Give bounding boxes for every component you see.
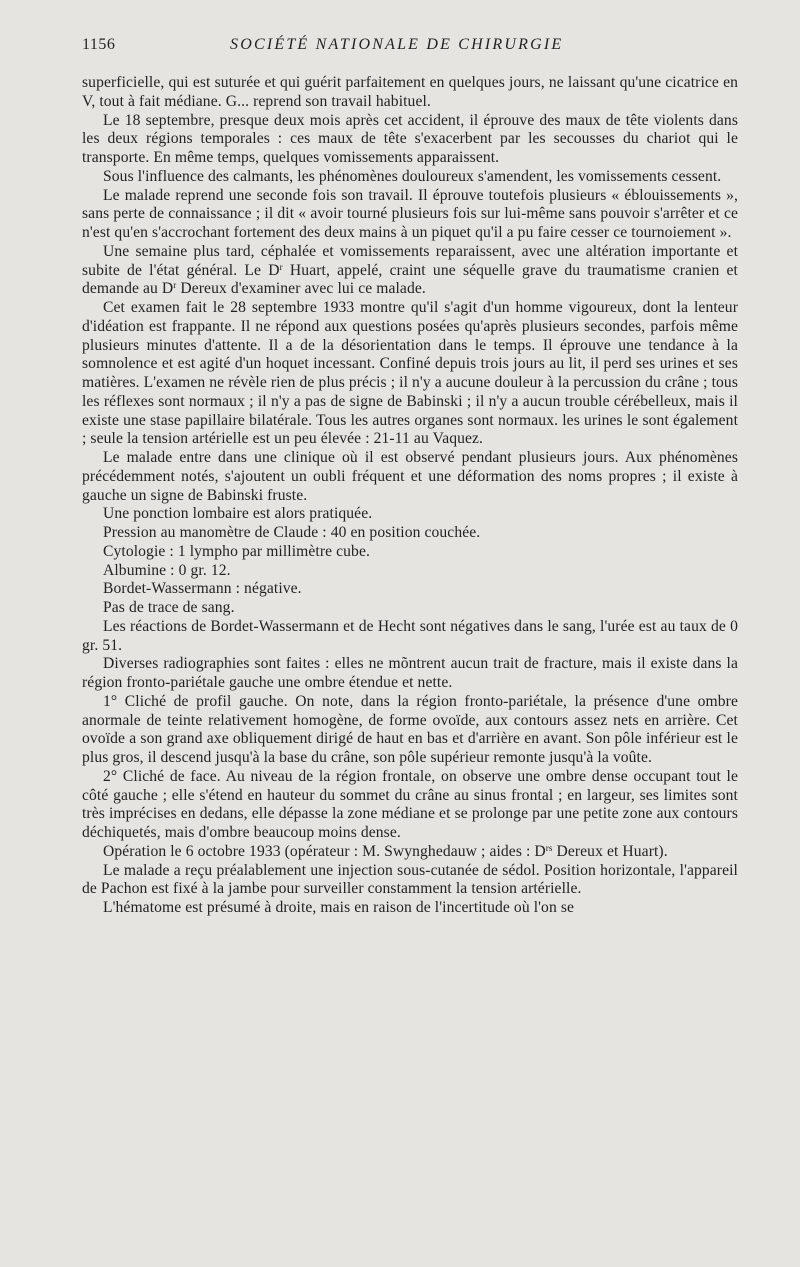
paragraph-14: Les réactions de Bordet-Wassermann et de Hecht sont négatives dans le sang, l'urée est au taux de 0 gr. 51. — [82, 617, 738, 654]
body-text — [82, 74, 738, 918]
paragraph-19: Le malade a reçu préalablement une injection sous-cutanée de sédol. Position horizontale, l'appareil de Pachon est fixé à la jambe pour surveiller constamment la tension artérielle. — [82, 861, 738, 898]
paragraph-2: Le 18 septembre, presque deux mois après cet accident, il éprouve des maux de tête violents dans les deux régions temporales : ces maux de tête s'exacerbent par les secousses du chariot qui le transporte. En même temps, quelques vomissements apparaissent. — [82, 111, 738, 166]
paragraph-9: Pression au manomètre de Claude : 40 en position couchée. — [103, 524, 481, 541]
paragraph-6: Cet examen fait le 28 septembre 1933 montre qu'il s'agit d'un homme vigoureux, dont la lenteur d'idéation est frappante. Il ne répond aux questions posées qu'après plusieurs secondes, parfois même plusieurs minutes d'attente. Il a de la désorientation dans le temps. Il éprouve une tendance à la somnolence et est agité d'un hoquet incessant. Confiné depuis trois jours au lit, il perd ses urines et ses matières. L'examen ne révèle rien de plus précis ; il n'y a aucune douleur à la percussion du crâne ; tous les réflexes sont normaux ; il n'y a pas de signe de Babinski ; il n'y a aucun trouble cérébelleux, mais il existe une stase papillaire bilatérale. Tous les autres organes sont normaux. les urines le sont également ; seule la tension artérielle est un peu élevée : 21-11 au Vaquez. — [82, 299, 738, 448]
page-number: 1156 — [82, 36, 116, 53]
paragraph-20: L'hématome est présumé à droite, mais en raison de l'incertitude où l'on se — [103, 899, 575, 916]
paragraph-16: 1° Cliché de profil gauche. On note, dans la région fronto-pariétale, la présence d'une ombre anormale de teinte relativement homogène, de forme ovoïde, aux contours assez nets en arrière. Cet ovoïde a son grand axe obliquement dirigé de haut en bas et d'arrière en avant. Son pôle inférieur est le plus gros, il descend jusqu'à la base du crâne, son pôle supérieur remonte jusqu'à la voûte. — [82, 692, 738, 766]
paragraph-11: Albumine : 0 gr. 12. — [103, 561, 231, 579]
running-title: SOCIÉTÉ NATIONALE DE CHIRURGIE — [230, 36, 564, 53]
paragraph-18: Opération le 6 octobre 1933 (opérateur : M. Swynghedauw ; aides : $D^{rs}$ Dereux et Huart). — [103, 842, 668, 860]
paragraph-3: Sous l'influence des calmants, les phénomènes douloureux s'amendent, les vomissements cessent. — [103, 167, 722, 185]
paragraph-13: Pas de trace de sang. — [103, 599, 235, 616]
paragraph-15: Diverses radiographies sont faites : elles ne mõntrent aucun trait de fracture, mais il existe dans la région fronto-pariétale gauche une ombre étendue et nette. — [82, 655, 738, 691]
page-header — [82, 36, 738, 58]
paragraph-4: Le malade reprend une seconde fois son travail. Il éprouve toutefois plusieurs « éblouissements », sans perte de connaissance ; il dit « avoir tourné plusieurs fois sur lui-même sans pouvoir s'arrêter et ce n'est qu'en s'accrochant fortement des deux mains à un piquet qu'il a pu faire cesser ce tournoiement ». — [82, 186, 738, 241]
paragraph-5: Une semaine plus tard, céphalée et vomissements reparaissent, avec une altération importante et subite de l'état général. Le $D^r$ Huart, appelé, craint une séquelle grave du traumatisme cranien et demande au $D^r$ Dereux d'examiner avec lui ce malade. — [82, 242, 738, 298]
paragraph-17: 2° Cliché de face. Au niveau de la région frontale, on observe une ombre dense occupant tout le côté gauche ; elle s'étend en hauteur du sommet du crâne au sinus frontal ; en largeur, ses limites sont très imprécises en dedans, elle dépasse la zone médiane et se prolonge par une petite zone aux contours déchiquetés, mais d'ombre beaucoup moins dense. — [82, 767, 738, 841]
paragraph-12: Bordet-Wassermann : négative. — [103, 580, 302, 598]
paragraph-10: Cytologie : 1 lympho par millimètre cube. — [103, 542, 370, 560]
paragraph-1: superficielle, qui est suturée et qui guérit parfaitement en quelques jours, ne laissant qu'une cicatrice en V, tout à fait médiane. G... reprend son travail habituel. — [82, 74, 738, 110]
paragraph-8: Une ponction lombaire est alors pratiquée. — [103, 505, 373, 523]
paragraph-7: Le malade entre dans une clinique où il est observé pendant plusieurs jours. Aux phénomènes précédemment notés, s'ajoutent un oubli fréquent et une déformation des noms propres ; il existe à gauche un signe de Babinski fruste. — [82, 449, 738, 504]
